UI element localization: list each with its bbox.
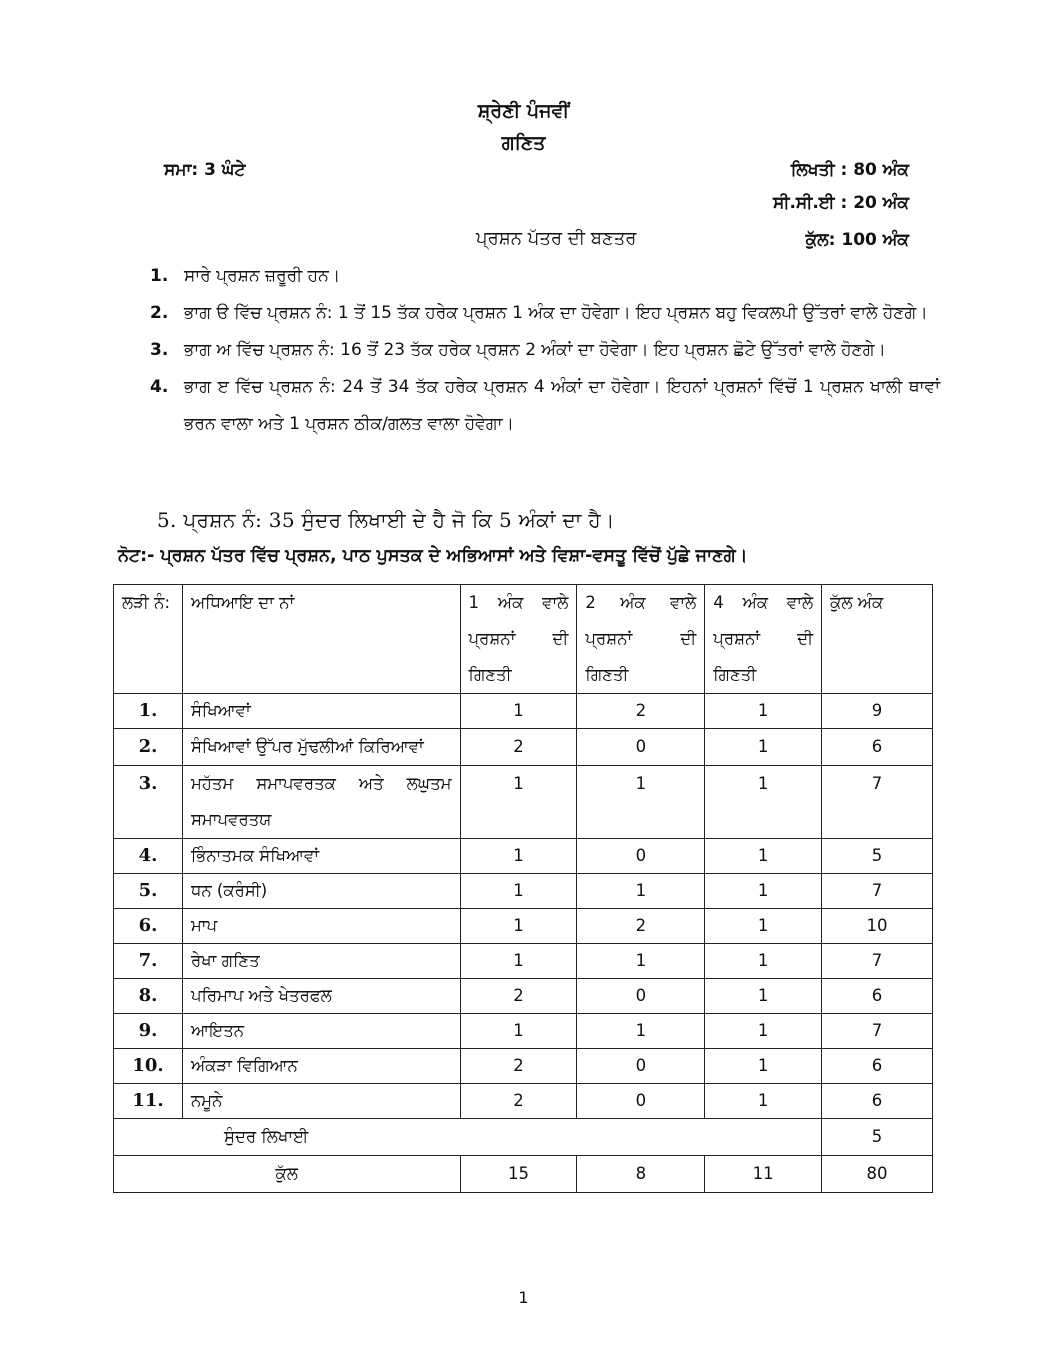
header-serial: ਲੜੀ ਨੰ: <box>114 585 183 694</box>
cell-serial: 11. <box>114 1084 183 1119</box>
cell-one-mark: 2 <box>460 1084 577 1119</box>
cell-one-mark: 1 <box>460 874 577 909</box>
cell-two-mark: 0 <box>577 1084 705 1119</box>
cell-one-mark: 2 <box>460 979 577 1014</box>
cell-four-mark: 1 <box>705 1014 822 1049</box>
header-two-mark <box>577 585 705 694</box>
table-row <box>114 1049 933 1084</box>
cell-chapter-text: ਮਹੱਤਮ ਸਮਾਪਵਰਤਕ ਅਤੇ ਲਘੁਤਮ ਸਮਾਪਵਰਤਯ <box>190 774 452 829</box>
header-two-mark-text: 2 ਅੰਕ ਵਾਲੇ ਪ੍ਰਸ਼ਨਾਂ ਦੀ ਗਿਣਤੀ <box>585 593 697 684</box>
cell-serial: 9. <box>114 1014 183 1049</box>
cell-serial: 7. <box>114 944 183 979</box>
cell-two-mark: 1 <box>577 944 705 979</box>
table-row <box>114 1014 933 1049</box>
table-row <box>114 1084 933 1119</box>
cell-serial: 2. <box>114 729 183 766</box>
cell-total: 6 <box>822 729 933 766</box>
cell-four-mark: 1 <box>705 694 822 729</box>
class-title: ਸ਼੍ਰੇਣੀ ਪੰਜਵੀਂ <box>477 100 570 122</box>
cell-serial: 10. <box>114 1049 183 1084</box>
cell-chapter: ਅੰਕੜਾ ਵਿਗਿਆਨ <box>182 1049 460 1084</box>
cell-chapter-text: ਸੰਖਿਆਵਾਂ ਉੱਪਰ ਮੁੱਢਲੀਆਂ ਕਿਰਿਆਵਾਂ <box>190 737 424 756</box>
header-one-mark <box>460 585 577 694</box>
grand-total-row <box>114 1156 933 1193</box>
cell-one-mark: 1 <box>460 766 577 839</box>
header-total: ਕੁੱਲ ਅੰਕ <box>822 585 933 694</box>
cce-marks: ਸੀ.ਸੀ.ਈ : 20 ਅੰਕ <box>773 193 909 213</box>
instruction-text: ਭਾਗ ੳ ਵਿੱਚ ਪ੍ਰਸ਼ਨ ਨੰ: 1 ਤੋਂ 15 ਤੱਕ ਹਰੇਕ ਪ੍ਰਸ਼ਨ 1 ਅੰਕ ਦਾ ਹੋਵੇਗਾ। ਇਹ ਪ੍ਰਸ਼ਨ ਬਹੁ ਵਿਕਲਪੀ ਉੱਤਰਾਂ ਵਾਲੇ ਹੋਣਗੇ। <box>184 303 928 323</box>
cell-serial: 5. <box>114 874 183 909</box>
cell-chapter: ਭਿੰਨਾਤਮਕ ਸੰਖਿਆਵਾਂ <box>182 839 460 874</box>
instruction-item <box>150 295 940 332</box>
grand-total-four-mark: 11 <box>705 1156 822 1193</box>
instruction-item <box>150 258 940 295</box>
cell-chapter <box>182 766 460 839</box>
instruction-text: ਭਾਗ ੲ ਵਿੱਚ ਪ੍ਰਸ਼ਨ ਨੰ: 24 ਤੋਂ 34 ਤੱਕ ਹਰੇਕ ਪ੍ਰਸ਼ਨ 4 ਅੰਕਾਂ ਦਾ ਹੋਵੇਗਾ। ਇਹਨਾਂ ਪ੍ਰਸ਼ਨਾਂ ਵਿੱਚੋਂ 1 ਪ੍ਰਸ਼ਨ ਖਾਲੀ ਥਾਵਾਂ ਭਰਨ ਵਾਲਾ ਅਤੇ 1 ਪ੍ਰਸ਼ਨ ਠੀਕ/ਗਲਤ ਵਾਲਾ ਹੋਵੇਗਾ। <box>184 377 940 434</box>
cell-four-mark: 1 <box>705 1084 822 1119</box>
cell-serial: 8. <box>114 979 183 1014</box>
table-row <box>114 729 933 766</box>
table-row <box>114 694 933 729</box>
instruction-number: 3. <box>150 340 169 360</box>
table-row <box>114 944 933 979</box>
cell-four-mark: 1 <box>705 944 822 979</box>
grand-total-marks: 80 <box>822 1156 933 1193</box>
instruction-item <box>150 332 940 369</box>
cell-four-mark: 1 <box>705 909 822 944</box>
cell-four-mark: 1 <box>705 979 822 1014</box>
cell-one-mark: 1 <box>460 839 577 874</box>
instruction-number: 4. <box>150 377 169 397</box>
cell-total: 5 <box>822 839 933 874</box>
cell-chapter: ਨਮੂਨੇ <box>182 1084 460 1119</box>
handwriting-total: 5 <box>822 1119 933 1156</box>
table-row <box>114 839 933 874</box>
cell-two-mark: 0 <box>577 1049 705 1084</box>
cell-one-mark: 1 <box>460 944 577 979</box>
cell-total: 7 <box>822 766 933 839</box>
cell-two-mark: 1 <box>577 766 705 839</box>
grand-total-two-mark: 8 <box>577 1156 705 1193</box>
cell-chapter: ਸੰਖਿਆਵਾਂ <box>182 694 460 729</box>
cell-four-mark: 1 <box>705 766 822 839</box>
grand-total-one-mark: 15 <box>460 1156 577 1193</box>
cell-four-mark: 1 <box>705 729 822 766</box>
cell-serial: 1. <box>114 694 183 729</box>
cell-two-mark: 0 <box>577 979 705 1014</box>
table-row <box>114 766 933 839</box>
cell-two-mark: 1 <box>577 1014 705 1049</box>
cell-chapter: ਆਇਤਨ <box>182 1014 460 1049</box>
cell-two-mark: 2 <box>577 694 705 729</box>
cell-one-mark: 2 <box>460 729 577 766</box>
cell-two-mark: 1 <box>577 874 705 909</box>
instruction-text: ਸਾਰੇ ਪ੍ਰਸ਼ਨ ਜ਼ਰੂਰੀ ਹਨ। <box>184 266 341 286</box>
cell-chapter: ਪਰਿਮਾਪ ਅਤੇ ਖੇਤਰਫਲ <box>182 979 460 1014</box>
cell-chapter: ਰੇਖਾ ਗਣਿਤ <box>182 944 460 979</box>
cell-total: 6 <box>822 979 933 1014</box>
cell-one-mark: 1 <box>460 1014 577 1049</box>
table-row <box>114 909 933 944</box>
cell-total: 7 <box>822 874 933 909</box>
time-duration: ਸਮਾ: 3 ਘੰਟੇ <box>164 160 246 180</box>
cell-total: 6 <box>822 1049 933 1084</box>
header-four-mark <box>705 585 822 694</box>
instruction-number: 1. <box>150 266 169 286</box>
handwriting-label: ਸੁੰਦਰ ਲਿਖਾਈ <box>224 1127 309 1146</box>
header-four-mark-text: 4 ਅੰਕ ਵਾਲੇ ਪ੍ਰਸ਼ਨਾਂ ਦੀ ਗਿਣਤੀ <box>713 593 814 684</box>
instruction-number: 2. <box>150 303 169 323</box>
cell-two-mark: 0 <box>577 839 705 874</box>
cell-total: 9 <box>822 694 933 729</box>
table-row <box>114 979 933 1014</box>
cell-total: 7 <box>822 944 933 979</box>
instruction-five: 5. ਪ੍ਰਸ਼ਨ ਨੰ: 35 ਸੁੰਦਰ ਲਿਖਾਈ ਦੇ ਹੈ ਜੋ ਕਿ 5 ਅੰਕਾਂ ਦਾ ਹੈ। <box>157 508 615 532</box>
handwriting-row <box>114 1119 933 1156</box>
grand-total-label: ਕੁੱਲ <box>114 1156 461 1193</box>
handwriting-label-cell <box>114 1119 822 1156</box>
subject-title: ਗਣਿਤ <box>501 132 546 154</box>
total-marks: ਕੁੱਲ: 100 ਅੰਕ <box>805 230 909 250</box>
table-header-row <box>114 585 933 694</box>
note-text: ਨੋਟ:- ਪ੍ਰਸ਼ਨ ਪੱਤਰ ਵਿੱਚ ਪ੍ਰਸ਼ਨ, ਪਾਠ ਪੁਸਤਕ ਦੇ ਅਭਿਆਸਾਂ ਅਤੇ ਵਿਸ਼ਾ-ਵਸਤੂ ਵਿੱਚੋਂ ਪੁੱਛੇ ਜਾਣਗੇ। <box>118 546 748 566</box>
header-chapter: ਅਧਿਆਇ ਦਾ ਨਾਂ <box>182 585 460 694</box>
instruction-item <box>150 369 940 443</box>
cell-four-mark: 1 <box>705 839 822 874</box>
cell-chapter <box>182 729 460 766</box>
cell-chapter: ਧਨ (ਕਰੰਸੀ) <box>182 874 460 909</box>
cell-total: 6 <box>822 1084 933 1119</box>
cell-two-mark: 2 <box>577 909 705 944</box>
cell-two-mark: 0 <box>577 729 705 766</box>
instructions-list <box>150 258 940 443</box>
cell-serial: 3. <box>114 766 183 839</box>
written-marks: ਲਿਖਤੀ : 80 ਅੰਕ <box>790 160 909 180</box>
cell-one-mark: 2 <box>460 1049 577 1084</box>
cell-four-mark: 1 <box>705 1049 822 1084</box>
page-number: 1 <box>518 1288 529 1307</box>
blueprint-table <box>113 584 933 1193</box>
cell-serial: 4. <box>114 839 183 874</box>
table-row <box>114 874 933 909</box>
cell-serial: 6. <box>114 909 183 944</box>
cell-one-mark: 1 <box>460 909 577 944</box>
cell-four-mark: 1 <box>705 874 822 909</box>
cell-total: 7 <box>822 1014 933 1049</box>
paper-structure-heading: ਪ੍ਰਸ਼ਨ ਪੱਤਰ ਦੀ ਬਣਤਰ <box>476 228 637 249</box>
cell-one-mark: 1 <box>460 694 577 729</box>
cell-total: 10 <box>822 909 933 944</box>
cell-chapter: ਮਾਪ <box>182 909 460 944</box>
header-one-mark-text: 1 ਅੰਕ ਵਾਲੇ ਪ੍ਰਸ਼ਨਾਂ ਦੀ ਗਿਣਤੀ <box>468 593 569 684</box>
instruction-text: ਭਾਗ ਅ ਵਿੱਚ ਪ੍ਰਸ਼ਨ ਨੰ: 16 ਤੋਂ 23 ਤੱਕ ਹਰੇਕ ਪ੍ਰਸ਼ਨ 2 ਅੰਕਾਂ ਦਾ ਹੋਵੇਗਾ। ਇਹ ਪ੍ਰਸ਼ਨ ਛੋਟੇ ਉੱਤਰਾਂ ਵਾਲੇ ਹੋਣਗੇ। <box>184 340 886 360</box>
